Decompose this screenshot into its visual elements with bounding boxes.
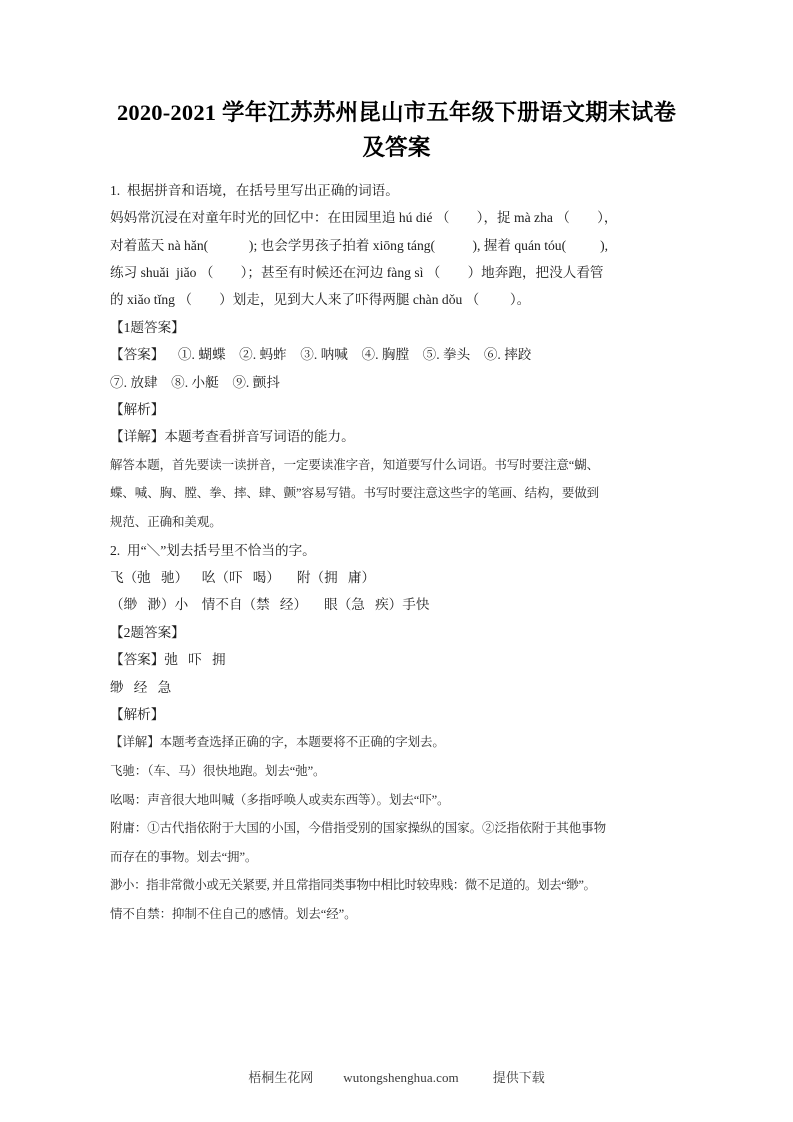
question-2-explanation-line: 情不自禁：抑制不住自己的感情。划去“经”。 (110, 907, 357, 921)
question-1-detail-line: 【详解】本题考查看拼音写词语的能力。 (110, 429, 355, 445)
question-2-analysis-header: 【解析】 (110, 707, 165, 723)
question-2-prompt: 2. 用“＼”划去括号里不恰当的字。 (110, 542, 316, 558)
question-2-explanation-line: 吆喝：声音很大地叫喊（多指呼唤人或卖东西等）。划去“吓”。 (110, 792, 450, 807)
question-1-stem-line: 练习 shuǎi jiǎo （ ）；甚至有时候还在河边 fàng sì （ ）地奔跑，把没人看管 (110, 264, 604, 280)
page-footer (0, 1067, 793, 1086)
question-1-explanation-line: 规范、正确和美观。 (110, 515, 222, 529)
question-1-explanation-line: 解答本题，首先要读一读拼音，一定要读准字音，知道要写什么词语。书写时要注意“蝴、 (110, 457, 600, 472)
question-block-2 (110, 537, 683, 929)
question-1-explanation-line: 蝶、喊、胸、膛、拳、摔、肆、颤”容易写错。书写时要注意这些字的笔画、结构，要做到 (110, 486, 600, 501)
question-2-explanation-line: 而存在的事物。划去“拥”。 (110, 849, 258, 864)
question-1-stem-line: 妈妈常沉浸在对童年时光的回忆中：在田园里追 hú dié （ ），捉 mà zha （ ）， (110, 210, 618, 226)
page-title: 2020-2021 学年江苏苏州昆山市五年级下册语文期末试卷及答案 (116, 100, 677, 160)
question-1-stem-line: 的 xiǎo tǐng （ ）划走，见到大人来了吓得两腿 chàn dǒu （ ）。 (110, 292, 531, 308)
document-body (110, 166, 683, 929)
question-1-analysis-header: 【解析】 (110, 402, 165, 417)
question-2-stem-line: （缈 渺）小 情不自（禁 经） 眼（急 疾）手快 (110, 597, 430, 613)
question-1-answer-line: ⑦. 放肆 ⑧. 小艇 ⑨. 颤抖 (110, 374, 280, 390)
question-2-explanation-line: 渺小：指非常微小或无关紧要, 并且常指同类事物中相比时较卑贱：微不足道的。划去“缈”。 (110, 878, 596, 893)
footer-site-name: 梧桐生花网 (248, 1070, 314, 1085)
question-2-explanation-line: 飞驰：（车、马）很快地跑。划去“弛”。 (110, 764, 326, 779)
question-1-prompt: 1. 根据拼音和语境，在括号里写出正确的词语。 (110, 182, 399, 198)
question-block-1 (110, 177, 683, 537)
question-2-stem-line: 飞（弛 驰） 吆（吓 喝） 附（拥 庸） (110, 570, 376, 585)
footer-site-url: wutongshenghua.com (343, 1070, 459, 1085)
question-1-answer-line: 【答案】 ①. 蝴蝶 ②. 蚂蚱 ③. 呐喊 ④. 胸膛 ⑤. 拳头 ⑥. 摔跤 (110, 347, 532, 363)
question-1-stem-line: 对着蓝天 nà hǎn( ); 也会学男孩子拍着 xiōng táng( ), 握着 quán tóu( ), (110, 237, 609, 253)
question-2-explanation-line: 附庸：①古代指依附于大国的小国，今借指受别的国家操纵的国家。②泛指依附于其他事物 (110, 821, 607, 836)
footer-note: 提供下载 (492, 1070, 545, 1085)
question-2-detail-line: 【详解】本题考查选择正确的字，本题要将不正确的字划去。 (110, 735, 445, 750)
question-2-answer-header: 【2题答案】 (110, 624, 185, 640)
question-1-answer-header: 【1题答案】 (110, 319, 185, 335)
question-2-answer-line: 缈 经 急 (110, 679, 172, 695)
question-2-answer-line: 【答案】弛 吓 拥 (110, 652, 226, 668)
